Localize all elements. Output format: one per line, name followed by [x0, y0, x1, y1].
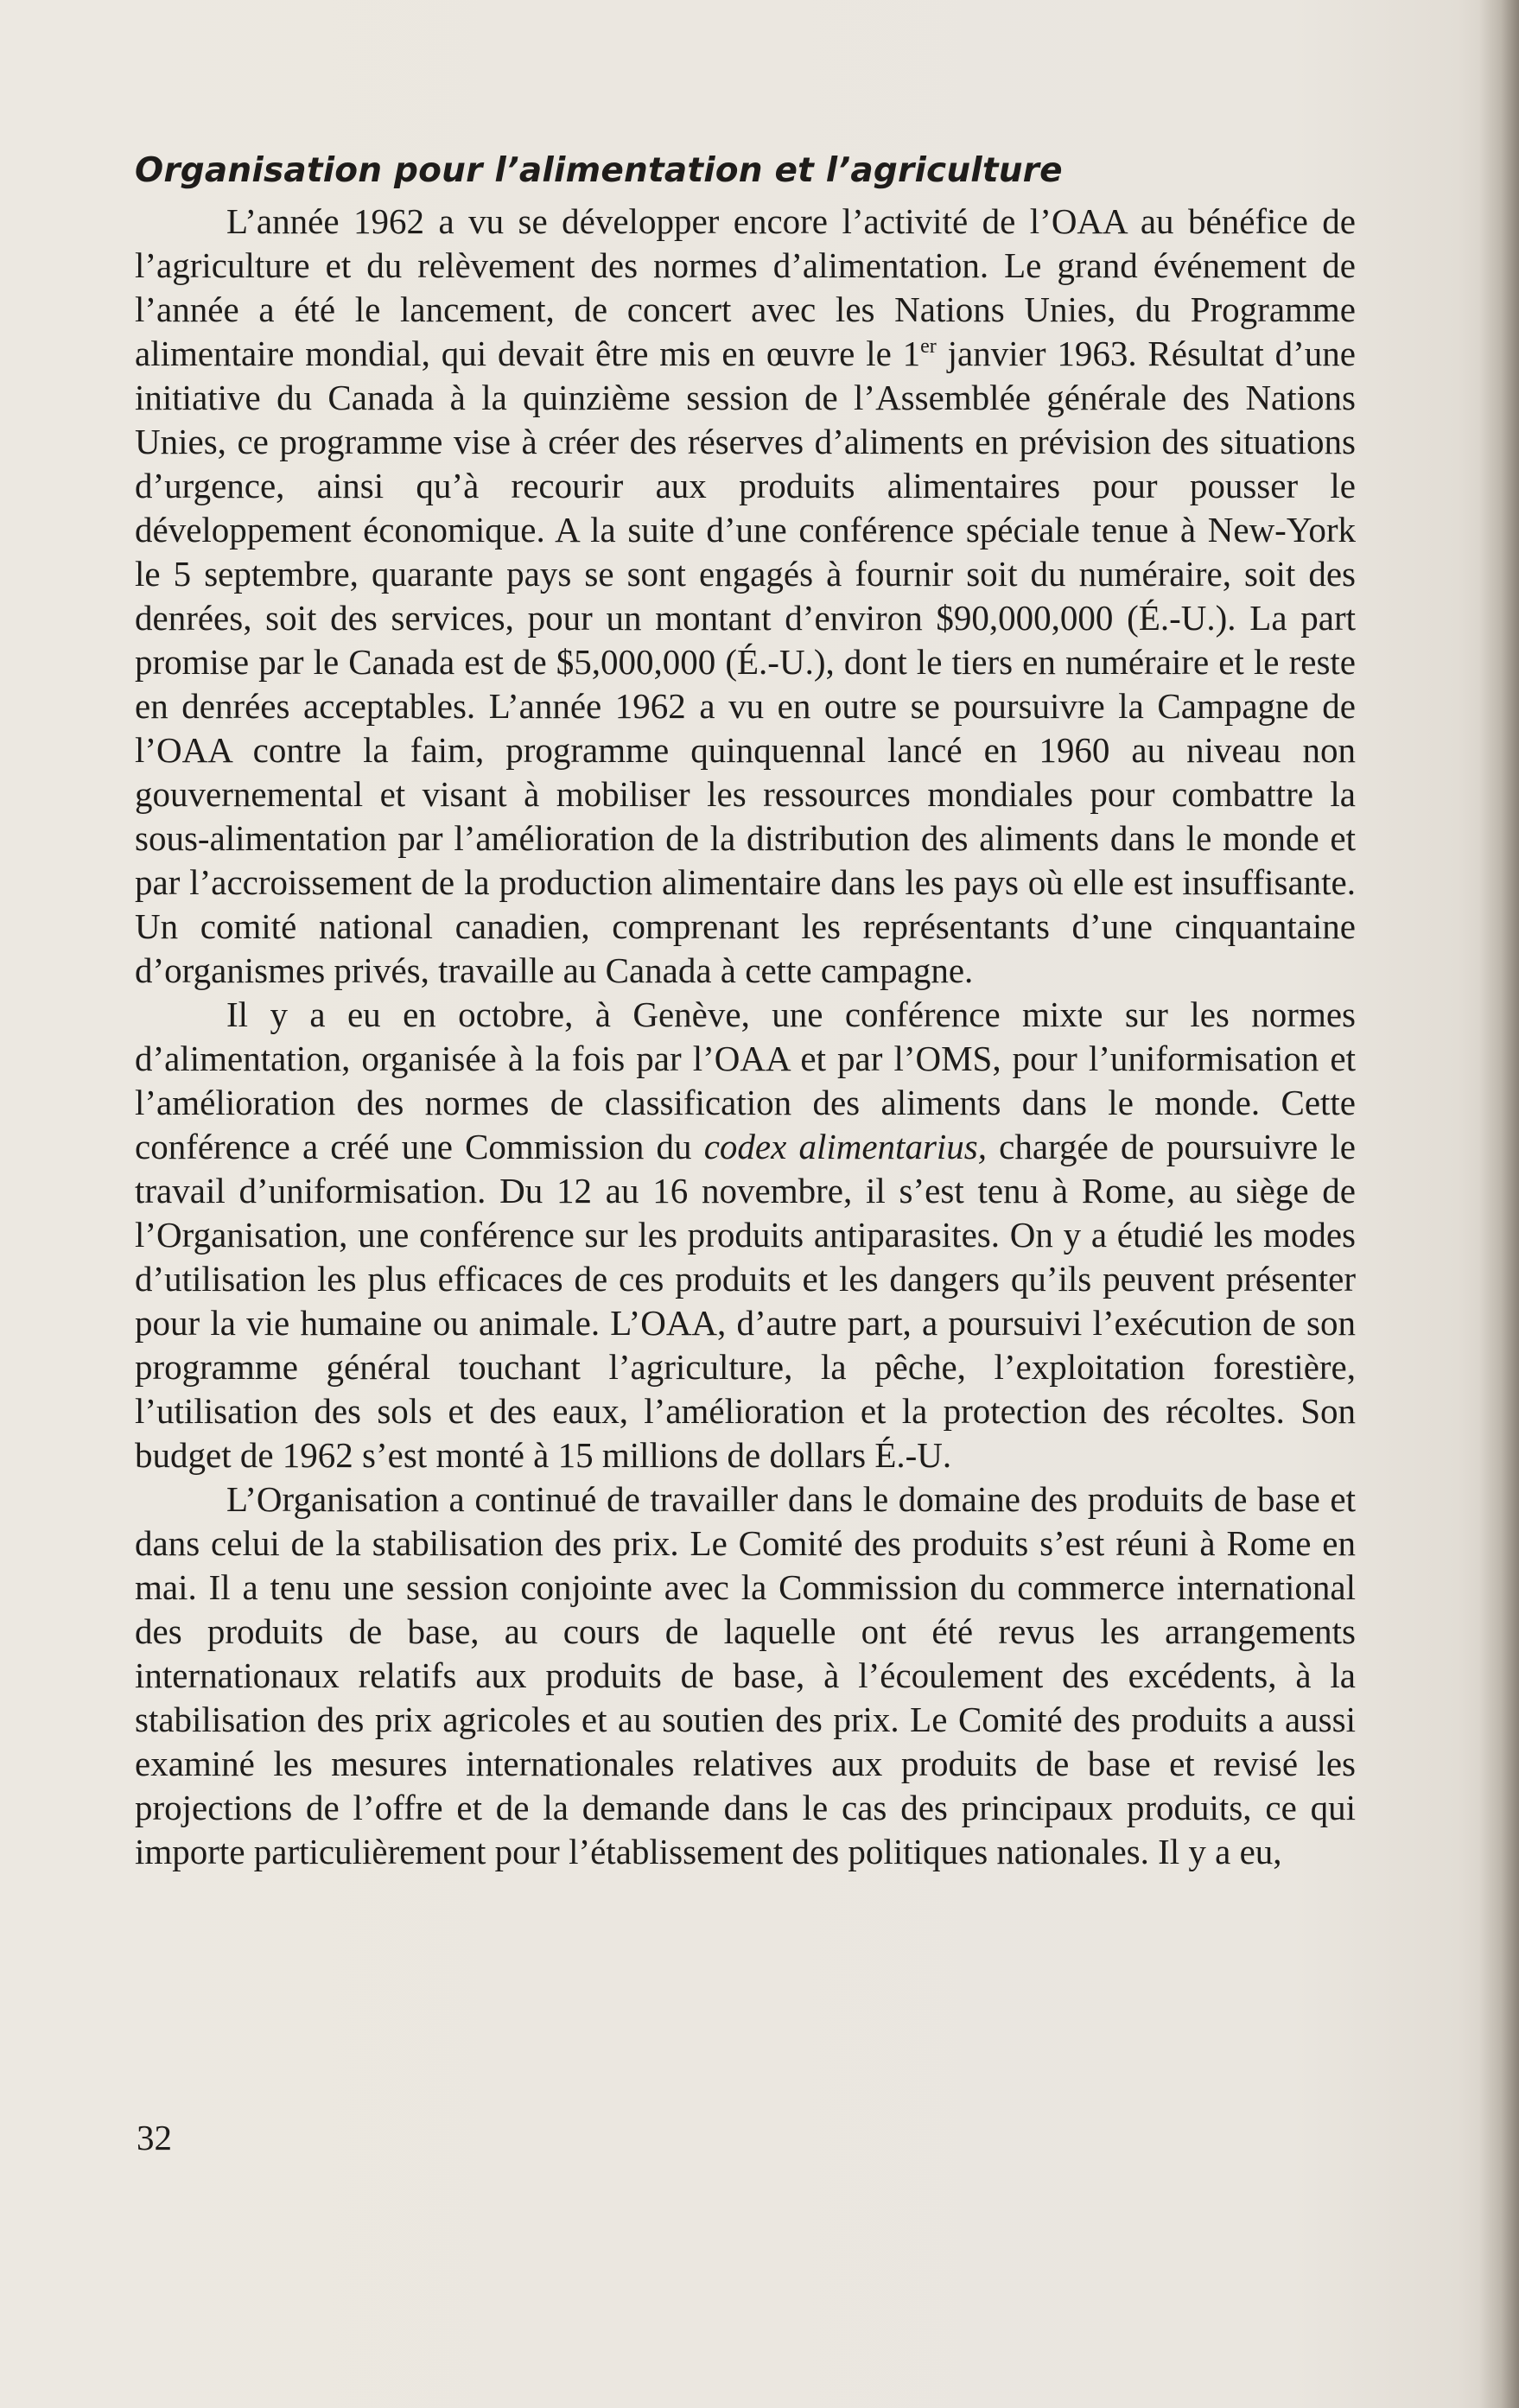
page-body	[135, 145, 1356, 1874]
paragraph-3: L’Organisation a continué de travailler dans le domaine des produits de base et dans celui de la stabilisation des prix. Le Comité des produits s’est réuni à Rome en mai. Il a tenu une session conjointe avec la Commission du commerce international des produits de base, au cours de laquelle ont été revus les arrangements internationaux relatifs aux produits de base, à l’écoulement des excédents, à la stabilisation des prix agricoles et au soutien des prix. Le Comité des produits a aussi examiné les mesures internationales relatives aux produits de base et revisé les projections de l’offre et de la demande dans le cas des principaux produits, ce qui importe particulièrement pour l’établissement des politiques nationales. Il y a eu,	[135, 1479, 1356, 1871]
section-heading: Organisation pour l’alimentation et l’agriculture	[135, 151, 1063, 190]
paragraph-2-text-b: chargée de poursuivre le travail d’uniformisation. Du 12 au 16 novembre, il s’est tenu à Rome, au siège de l’Organisation, une conférence sur les produits antiparasites. On y a étudié les modes d’utilisation les plus efficaces de ces produits et les dangers qu’ils peuvent présenter pour la vie humaine ou animale. L’OAA, d’autre part, a poursuivi l’exécution de son programme général touchant l’agriculture, la pêche, l’exploitation forestière, l’utilisation des sols et des eaux, l’amélioration et la protection des récoltes. Son budget de 1962 s’est monté à 15 millions de dollars É.-U.	[135, 1127, 1356, 1475]
book-spine-shadow	[1479, 0, 1519, 2408]
paragraph-1-text-b: janvier 1963. Résultat d’une initiative du Canada à la quinzième session de l’Assemblée générale des Nations Unies, ce programme vise à créer des réserves d’aliments en prévision des situations d’urgence, ainsi qu’à recourir aux produits alimentaires pour pousser le développement économique. A la suite d’une conférence spéciale tenue à New-York le 5 septembre, quarante pays se sont engagés à fournir soit du numéraire, soit des denrées, soit des services, pour un montant d’environ $90,000,000 (É.-U.). La part promise par le Canada est de $5,000,000 (É.-U.), dont le tiers en numéraire et le reste en denrées acceptables. L’année 1962 a vu en outre se poursuivre la Campagne de l’OAA contre la faim, programme quinquennal lancé en 1960 au niveau non gouvernemental et visant à mobiliser les ressources mondiales pour combattre la sous-alimentation par l’amélioration de la distribution des aliments dans le monde et par l’accroissement de la production alimentaire dans les pays où elle est insuffisante. Un comité national canadien, comprenant les représentants d’une cinquantaine d’organismes privés, travaille au Canada à cette campagne.	[135, 334, 1356, 990]
paragraph-2	[135, 993, 1356, 1477]
paragraph-1	[135, 200, 1356, 993]
paragraph-2-text-a: Il y a eu en octobre, à Genève, une conférence mixte sur les normes d’alimentation, organisée à la fois par l’OAA et par l’OMS, pour l’uniformisation et l’amélioration des normes de classification des aliments dans le monde. Cette conférence a créé une Commission du	[135, 994, 1356, 1166]
ordinal-superscript: er	[920, 335, 937, 358]
paragraph-1-text-a: L’année 1962 a vu se développer encore l’activité de l’OAA au bénéfice de l’agriculture et du relèvement des normes d’alimentation. Le grand événement de l’année a été le lancement, de concert avec les Nations Unies, du Programme alimentaire mondial, qui devait être mis en œuvre le 1	[135, 201, 1356, 373]
italic-term: codex alimentarius,	[703, 1127, 988, 1166]
page-number: 32	[137, 2118, 172, 2157]
